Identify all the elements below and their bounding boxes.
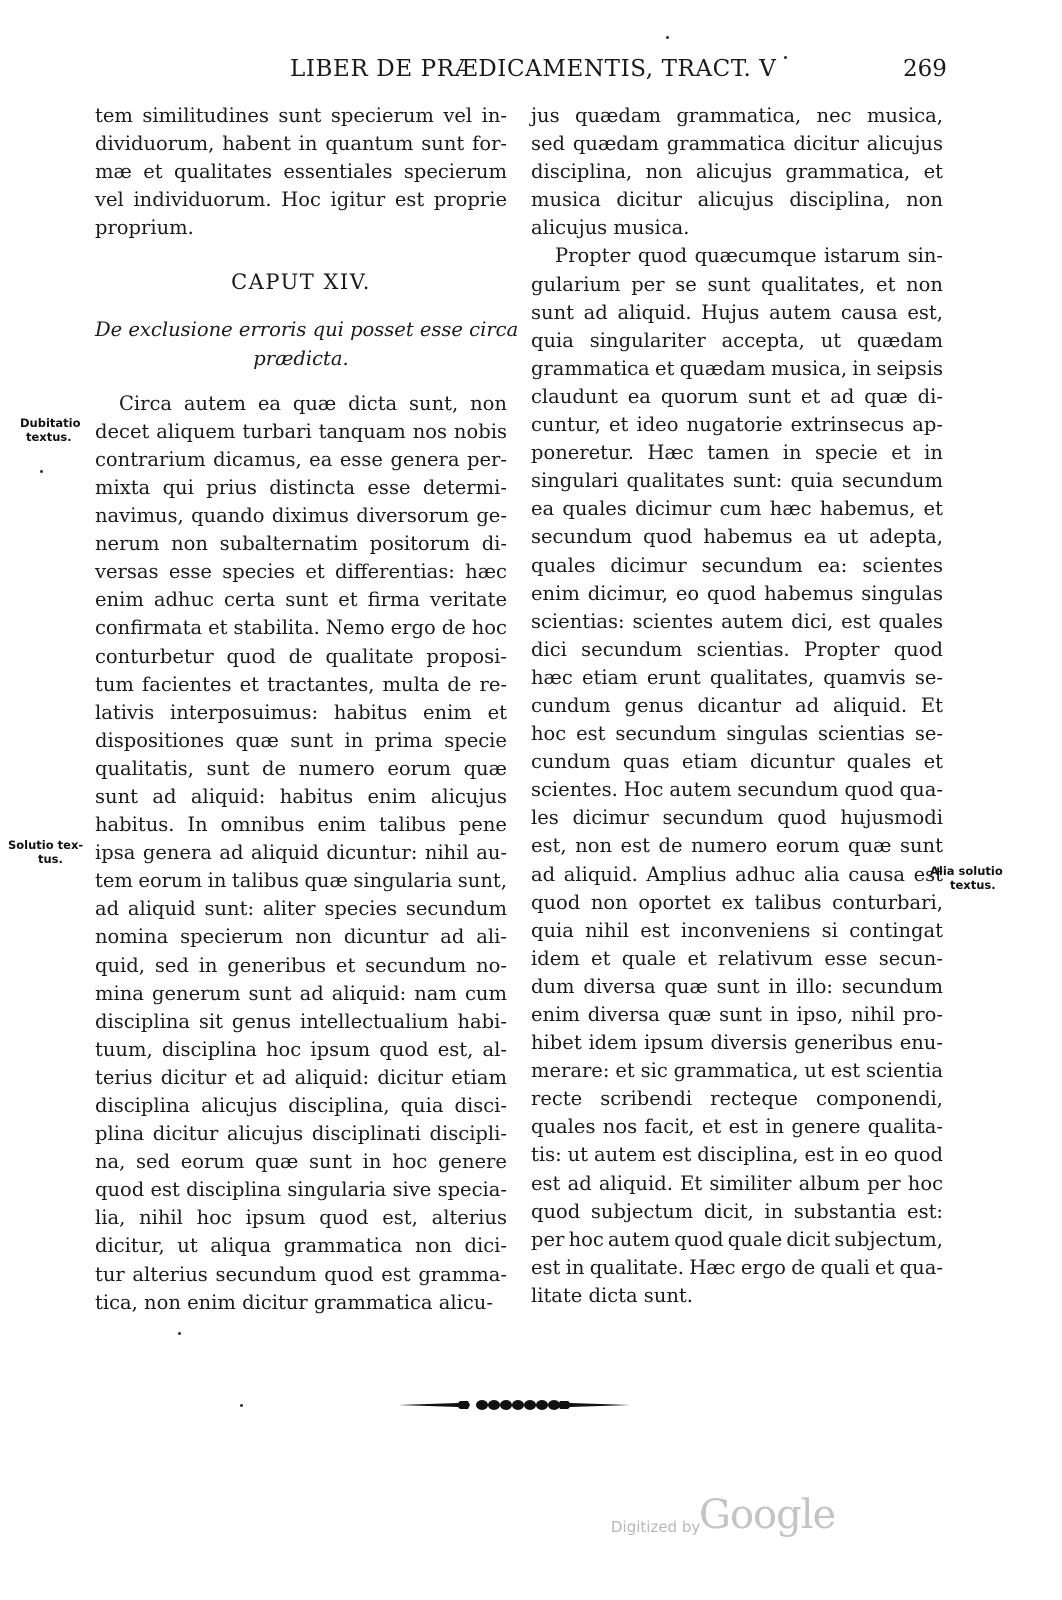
text-line: proprium. (95, 216, 194, 240)
text-line: vel individuorum. Hoc igitur est proprie (95, 188, 507, 212)
text-line: navimus, quando diximus diversorum ge- (95, 504, 507, 528)
text-line: quid, sed in generibus et secundum no- (95, 953, 507, 977)
text-line: sunt ad aliquid: habitus enim alicujus (95, 784, 507, 808)
text-line: est ad aliquid. Et similiter album per hoc (531, 1171, 943, 1195)
text-line: dispositiones quæ sunt in prima specie (95, 728, 507, 752)
text-line: enim adhuc certa sunt et firma veritate (95, 588, 507, 612)
margin-note-line: Solutio tex- (8, 838, 84, 852)
text-line: sed quædam grammatica dicitur alicujus (531, 132, 943, 156)
text-line: est in qualitate. Hæc ergo de quali et qua- (531, 1255, 943, 1279)
text-line: cuntur, et ideo nugatorie extrinsecus ap- (531, 413, 943, 437)
text-line: claudunt ea quorum sunt et ad quæ di- (531, 384, 943, 408)
text-line: versas esse species et differentias: hæc (95, 560, 507, 584)
chapter-subtitle (95, 316, 519, 372)
text-line: lia, nihil hoc ipsum quod est, alterius (95, 1206, 507, 1230)
text-line: merare: et sic grammatica, ut est scientia (531, 1059, 943, 1083)
text-line: tuum, disciplina hoc ipsum quod est, al- (95, 1037, 507, 1061)
text-line: ad aliquid. Amplius adhuc alia causa est (531, 862, 943, 886)
text-line: plina dicitur alicujus disciplinati discipli- (95, 1122, 507, 1146)
chapter-subtitle-line: prædicta. (253, 346, 349, 370)
text-line: confirmata et stabilita. Nemo ergo de hoc (95, 616, 507, 640)
margin-note-line: textus. (26, 430, 72, 444)
text-line: cundum genus dicantur ad aliquid. Et (531, 693, 943, 717)
margin-note-line: tus. (38, 852, 63, 866)
text-line: tur alterius secundum quod est gramma- (95, 1262, 507, 1286)
text-line: tem eorum in talibus quæ singularia sunt, (95, 869, 507, 893)
google-logo: Google (699, 1492, 836, 1538)
text-line: poneretur. Hæc tamen in specie et in (531, 441, 943, 465)
text-line: quales nos facit, et est in genere qualita- (531, 1115, 943, 1139)
left-column (95, 102, 519, 1317)
text-line: enim diversa quæ sunt in ipso, nihil pro- (531, 1003, 943, 1026)
digitized-watermark (611, 1492, 841, 1548)
text-line: recte scribendi recteque componendi, (531, 1087, 943, 1111)
text-line: secundum quod habemus ea ut adepta, (531, 525, 943, 549)
text-line: decet aliquem turbari tanquam nos nobis (95, 419, 507, 443)
text-line: sunt ad aliquid. Hujus autem causa est, (531, 300, 943, 324)
text-line: quia nihil est inconveniens si contingat (531, 918, 943, 942)
text-line: ad aliquid sunt: aliter species secundum (95, 897, 507, 921)
text-line: disciplina alicujus disciplina, quia disci- (95, 1094, 507, 1117)
text-line: quod est disciplina singularia sive specia- (95, 1178, 507, 1202)
text-line: mixta qui prius distincta esse determi- (95, 475, 507, 499)
scan-speck (178, 1332, 181, 1335)
text-line: tem similitudines sunt specierum vel in- (95, 104, 507, 127)
page-header (0, 52, 1062, 92)
text-line: idem et quale et relativum esse secun- (531, 946, 943, 970)
running-title: LIBER DE PRÆDICAMENTIS, TRACT. V (290, 56, 777, 82)
text-line: hibet idem ipsum diversis generibus enu- (531, 1031, 943, 1055)
digitized-by-text: Digitized by (611, 1518, 701, 1536)
text-line: tis: ut autem est disciplina, est in eo quod (531, 1143, 943, 1167)
text-line: musica dicitur alicujus disciplina, non (531, 188, 943, 212)
text-line: na, sed eorum quæ sunt in hoc genere (95, 1150, 507, 1174)
text-line: est, non est de numero eorum quæ sunt (531, 834, 943, 858)
right-body-text (531, 102, 943, 1310)
text-line: disciplina, non alicujus grammatica, et (531, 160, 943, 184)
text-line: nomina specierum non dicuntur ad ali- (95, 925, 507, 949)
text-line: quales dicimur secundum ea: scientes (531, 553, 943, 577)
text-line: enim dicimur, eo quod habemus singulas (531, 581, 943, 605)
text-line: tum facientes et tractantes, multa de re- (95, 672, 507, 696)
text-line: nerum non subalternatim positorum di- (95, 532, 507, 556)
margin-note-line: textus. (950, 878, 996, 892)
text-line: quia singulariter accepta, ut quædam (531, 328, 943, 352)
margin-note-line: Alia solutio (930, 864, 1003, 878)
text-line: mæ et qualitates essentiales specierum (95, 160, 507, 184)
text-line: dividuorum, habent in quantum sunt for- (95, 132, 507, 156)
ornament-divider (398, 1392, 630, 1418)
text-line: grammatica et quædam musica, in seipsis (531, 356, 943, 380)
text-line: les dicimur secundum quod hujusmodi (531, 806, 943, 830)
right-column (531, 102, 943, 1310)
margin-note-dubitatio (20, 416, 81, 444)
chapter-subtitle-line: De exclusione erroris qui posset esse circa (95, 318, 519, 342)
text-line: Propter quod quæcumque istarum sin- (555, 244, 943, 268)
text-line: cundum quas etiam dicuntur quales et (531, 750, 943, 774)
text-line: contrarium dicamus, ea esse genera per- (95, 447, 507, 471)
text-line: ipsa genera ad aliquid dicuntur: nihil au- (95, 841, 507, 865)
text-line: conturbetur quod de qualitate proposi- (95, 644, 507, 668)
text-line: gularium per se sunt qualitates, et non (531, 272, 943, 296)
text-line: quod non oportet ex talibus conturbari, (531, 890, 943, 914)
text-line: disciplina sit genus intellectualium habi- (95, 1009, 507, 1033)
text-line: dicitur, ut aliqua grammatica non dici- (95, 1234, 507, 1258)
text-line: Circa autem ea quæ dicta sunt, non (119, 391, 507, 415)
margin-note-solutio (8, 838, 83, 866)
text-line: hoc est secundum singulas scientias se- (531, 722, 943, 746)
scan-speck (784, 56, 787, 59)
text-line: habitus. In omnibus enim talibus pene (95, 813, 507, 837)
left-intro-paragraph (95, 102, 507, 242)
text-line: mina generum sunt ad aliquid: nam cum (95, 981, 507, 1005)
text-line: dum diversa quæ sunt in illo: secundum (531, 974, 943, 998)
text-line: qualitatis, sunt de numero eorum quæ (95, 756, 507, 780)
scan-speck (240, 1404, 243, 1407)
text-line: quod subjectum dicit, in substantia est: (531, 1199, 943, 1223)
scan-speck (40, 470, 43, 473)
text-line: alicujus musica. (531, 216, 690, 240)
text-line: dici secundum scientias. Propter quod (531, 637, 943, 661)
text-line: scientias: scientes autem dici, est quales (531, 609, 943, 633)
text-line: litate dicta sunt. (531, 1283, 693, 1307)
text-line: jus quædam grammatica, nec musica, (531, 104, 943, 127)
text-line: terius dicitur et ad aliquid: dicitur etiam (95, 1065, 507, 1089)
text-line: hæc etiam erunt qualitates, quamvis se- (531, 665, 943, 689)
text-line: singulari qualitates sunt: quia secundum (531, 469, 943, 493)
chapter-title: CAPUT XIV. (231, 270, 371, 295)
text-line: tica, non enim dicitur grammatica alicu- (95, 1290, 493, 1314)
scan-speck (666, 36, 669, 39)
text-line: per hoc autem quod quale dicit subjectum, (531, 1227, 943, 1251)
text-line: lativis interposuimus: habitus enim et (95, 700, 507, 724)
margin-note-line: Dubitatio (20, 416, 81, 430)
margin-note-alia-solutio (930, 864, 1003, 892)
left-body-paragraph (95, 390, 507, 1317)
text-line: scientes. Hoc autem secundum quod qua- (531, 778, 943, 802)
text-line: ea quales dicimur cum hæc habemus, et (531, 497, 943, 521)
page-number: 269 (903, 56, 947, 82)
